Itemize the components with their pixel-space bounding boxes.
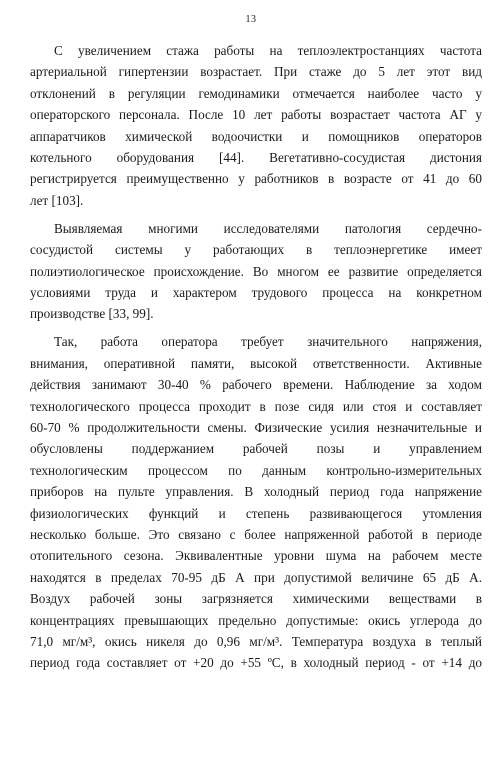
text-line: артериальной гипертензии возрастает. При стаже до 5 лет этот вид (30, 64, 482, 80)
text-line: внимания, оперативной памяти, высокой ответственности. Активные (30, 355, 482, 371)
text-line: приборов на пульте управления. В холодный период года напряжение (30, 484, 482, 500)
text-line: концентрациях превышающих предельно допустимые: окись углерода до (30, 612, 482, 628)
text-line: С увеличением стажа работы на теплоэлектростанциях частота (54, 43, 482, 58)
text-line: несколько больше. Это связано с более напряженной работой в периоде (30, 526, 482, 542)
text-line: производстве [33, 99]. (30, 306, 154, 322)
text-line: отопительного сезона. Эквивалентные уровни шума на рабочем месте (30, 548, 482, 564)
text-line: технологическим процессом по данным контрольно-измерительных (30, 462, 482, 478)
text-line: Выявляемая многими исследователями патология сердечно- (54, 220, 482, 236)
paragraph (30, 331, 482, 674)
paragraph (30, 218, 482, 325)
text-line: лет [103]. (30, 192, 84, 208)
text-line: период года составляет от +20 до +55 ºС, в холодный период - от +14 до (30, 655, 482, 671)
text-line: обусловлены поддержанием рабочей позы и управлением (30, 441, 482, 457)
text-line: котельного оборудования [44]. Вегетативно-сосудистая дистония (30, 150, 482, 166)
text-line: технологического процесса проходит в позе сидя или стоя и составляет (30, 398, 482, 414)
text-line: 71,0 мг/м³, окись никеля до 0,96 мг/м³. Температура воздуха в теплый (30, 633, 482, 649)
text-line: сосудистой системы у работающих в теплоэнергетике имеет (30, 242, 482, 258)
text-line: Так, работа оператора требует значительного напряжения, (54, 334, 482, 350)
page-number: 13 (245, 14, 257, 25)
text-line: 60-70 % продолжительности смены. Физические усилия незначительные и (30, 419, 482, 435)
text-line: действия занимают 30-40 % рабочего времени. Наблюдение за ходом (30, 377, 482, 393)
text-line: физиологических функций и степень развивающегося утомления (30, 505, 482, 521)
text-line: аппаратчиков химической водоочистки и помощников операторов (30, 128, 482, 144)
text-line: находятся в пределах 70-95 дБ А при допустимой величине 65 дБ А. (30, 569, 482, 585)
paragraph (30, 40, 482, 211)
text-line: полиэтиологическое происхождение. Во многом ее развитие определяется (30, 263, 482, 279)
text-line: операторского персонала. После 10 лет работы возрастает частота АГ у (30, 107, 482, 123)
text-line: условиями труда и характером трудового процесса на конкретном (30, 284, 482, 300)
text-line: регистрируется преимущественно у работников в возрасте от 41 до 60 (30, 171, 482, 187)
text-line: Воздух рабочей зоны загрязняется химическими веществами в (30, 591, 482, 607)
text-line: отклонений в регуляции гемодинамики отмечается наиболее часто у (30, 85, 482, 101)
document-body (30, 40, 482, 680)
